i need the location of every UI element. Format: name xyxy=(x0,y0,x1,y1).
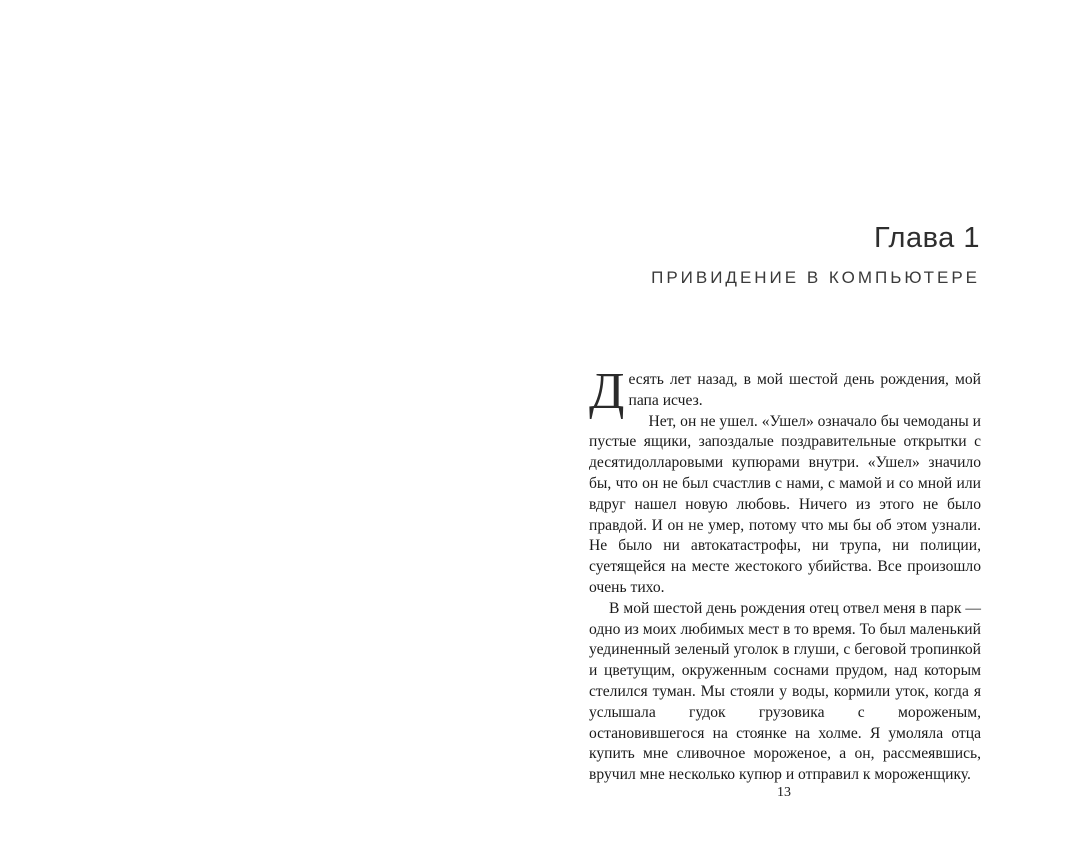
chapter-title: Глава 1 xyxy=(873,222,980,254)
paragraph-2: Нет, он не ушел. «Ушел» означало бы чемоданы и пустые ящики, запоздалые поздравительные открытки с десятидолларовыми купюрами внутри. «Ушел» значило бы, что он не был счастлив с нами, с мамой и со мной или вдруг нашел новую любовь. Ничего из этого не было правдой. И он не умер, потому что мы бы об этом узнали. Не было ни автокатастрофы, ни трупа, ни полиции, суетящейся на месте жестокого убийства. Все произошло очень тихо. xyxy=(589,412,981,596)
chapter-subtitle: ПРИВИДЕНИЕ В КОМПЬЮТЕРЕ xyxy=(651,268,980,287)
paragraph-1-text: есять лет назад, в мой шестой день рождения, мой папа исчез. xyxy=(628,371,981,409)
drop-cap: Д xyxy=(589,363,625,420)
body-text xyxy=(589,363,981,786)
paragraph-3: В мой шестой день рождения отец отвел меня в парк — одно из моих любимых мест в то время. То был маленький уединенный зеленый уголок в глуши, с беговой тропинкой и цветущим, окруженным соснами прудом, над которым стелился туман. Мы стояли у воды, кормили уток, когда я услышала гудок грузовика с мороженым, остановившегося на стоянке на холме. Я умоляла отца купить мне сливочное мороженое, а он, рассмеявшись, вручил мне несколько купюр и отправил к мороженщику. xyxy=(589,599,981,784)
page-number: 13 xyxy=(777,785,791,800)
paragraph-1 xyxy=(589,363,981,420)
